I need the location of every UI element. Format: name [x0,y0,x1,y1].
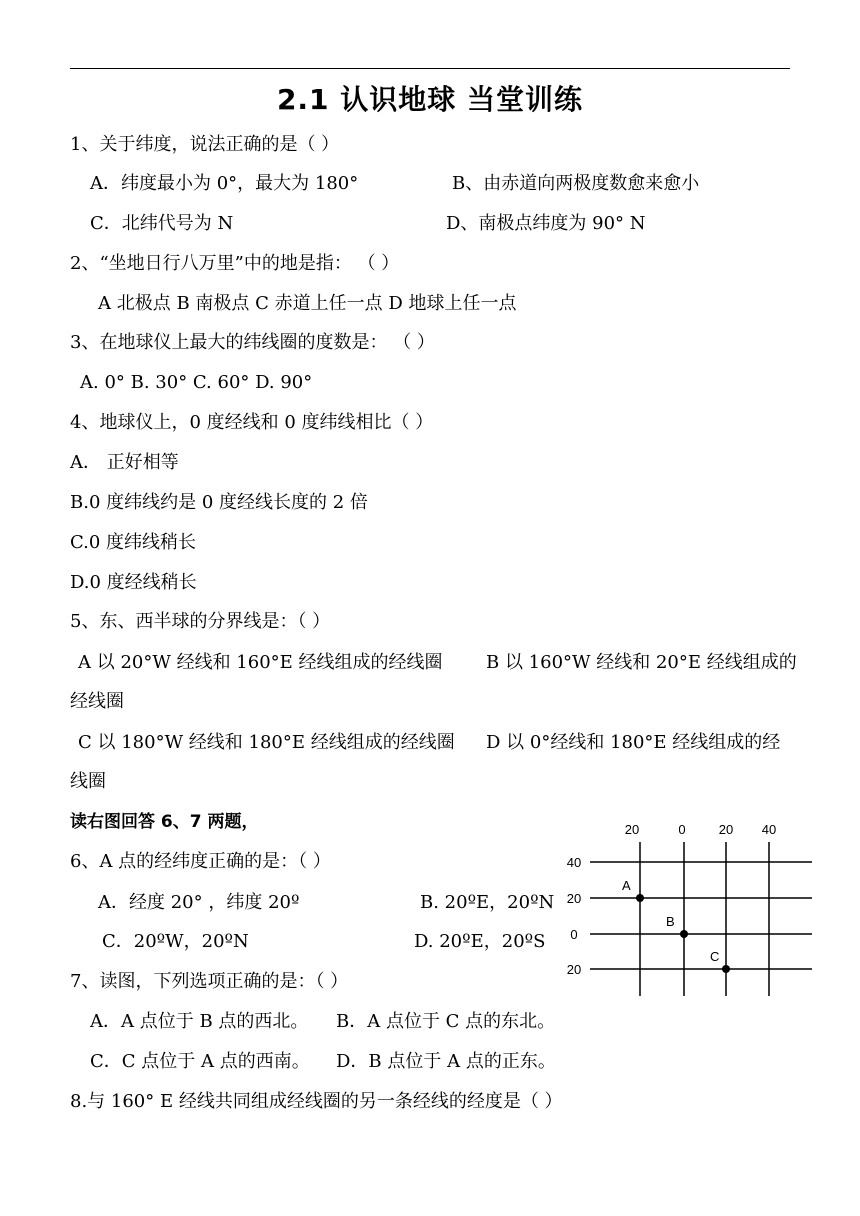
q5-option-c: C 以 180°W 经线和 180°E 经线组成的经线圈 [78,732,455,753]
q5-option-d-continued: 线圈 [70,771,106,792]
q7-stem: 7、读图，下列选项正确的是：（ ） [70,971,349,992]
q5-option-b: B 以 160°W 经线和 20°E 经线组成的 [486,652,797,673]
lat-label-3: 0 [570,927,578,942]
q6-option-d: D. 20ºE，20ºS [414,931,546,952]
q1-option-b: B、由赤道向两极度数愈来愈小 [452,173,700,194]
q2-options: A 北极点 B 南极点 C 赤道上任一点 D 地球上任一点 [98,293,517,314]
lon-label-3: 20 [718,822,734,837]
q7-option-b: B．A 点位于 C 点的东北。 [336,1011,556,1032]
lon-label-2: 0 [678,822,686,837]
lon-label-1: 20 [624,822,640,837]
q7-option-c: C．C 点位于 A 点的西南。 [90,1051,310,1072]
q5-option-a: A 以 20°W 经线和 160°E 经线组成的经线圈 [78,652,443,673]
lat-long-grid-figure [556,818,818,1000]
q5-stem: 5、东、西半球的分界线是：（ ） [70,611,331,632]
q6-option-a: A．经度 20° ，纬度 20º [98,892,300,913]
read-map-instruction: 读右图回答 6、7 两题， [70,812,259,832]
q1-option-c: C．北纬代号为 N [90,213,234,234]
q4-option-c: C.0 度纬线稍长 [70,532,197,553]
q8-stem: 8.与 160° E 经线共同组成经线圈的另一条经线的经度是（ ） [70,1091,563,1112]
q6-option-c: C．20ºW，20ºN [102,931,249,952]
q1-stem: 1、关于纬度，说法正确的是（ ） [70,134,340,155]
q7-option-d: D．B 点位于 A 点的正东。 [336,1051,556,1072]
q3-stem: 3、在地球仪上最大的纬线圈的度数是： （ ） [70,332,435,353]
point-b-marker [680,930,688,938]
q5-option-b-continued: 经线圈 [70,691,124,712]
point-c-label: C [710,949,720,964]
point-c-marker [722,965,730,973]
point-a-label: A [622,878,631,893]
q1-option-d: D、南极点纬度为 90° N [446,213,646,234]
page-title: 2.1 认识地球 当堂训练 [276,83,584,116]
point-b-label: B [666,914,675,929]
lat-label-1: 40 [566,855,582,870]
q4-stem: 4、地球仪上，0 度经线和 0 度纬线相比（ ） [70,412,434,433]
q7-option-a: A．A 点位于 B 点的西北。 [90,1011,309,1032]
q5-option-d: D 以 0°经线和 180°E 经线组成的经 [486,732,781,753]
lat-label-4: 20 [566,962,582,977]
q4-option-b: B.0 度纬线约是 0 度经线长度的 2 倍 [70,492,368,513]
q1-option-a: A．纬度最小为 0°，最大为 180° [90,173,359,194]
q6-stem: 6、A 点的经纬度正确的是：（ ） [70,851,331,872]
point-a-marker [636,894,644,902]
q6-option-b: B. 20ºE，20ºN [420,892,555,913]
lat-label-2: 20 [566,891,582,906]
q3-options: A. 0° B. 30° C. 60° D. 90° [80,372,313,393]
q4-option-d: D.0 度经线稍长 [70,572,197,593]
lon-label-4: 40 [761,822,777,837]
q4-option-a: A． 正好相等 [70,452,179,473]
header-rule [70,68,790,69]
q2-stem: 2、“坐地日行八万里”中的地是指： （ ） [70,253,400,274]
